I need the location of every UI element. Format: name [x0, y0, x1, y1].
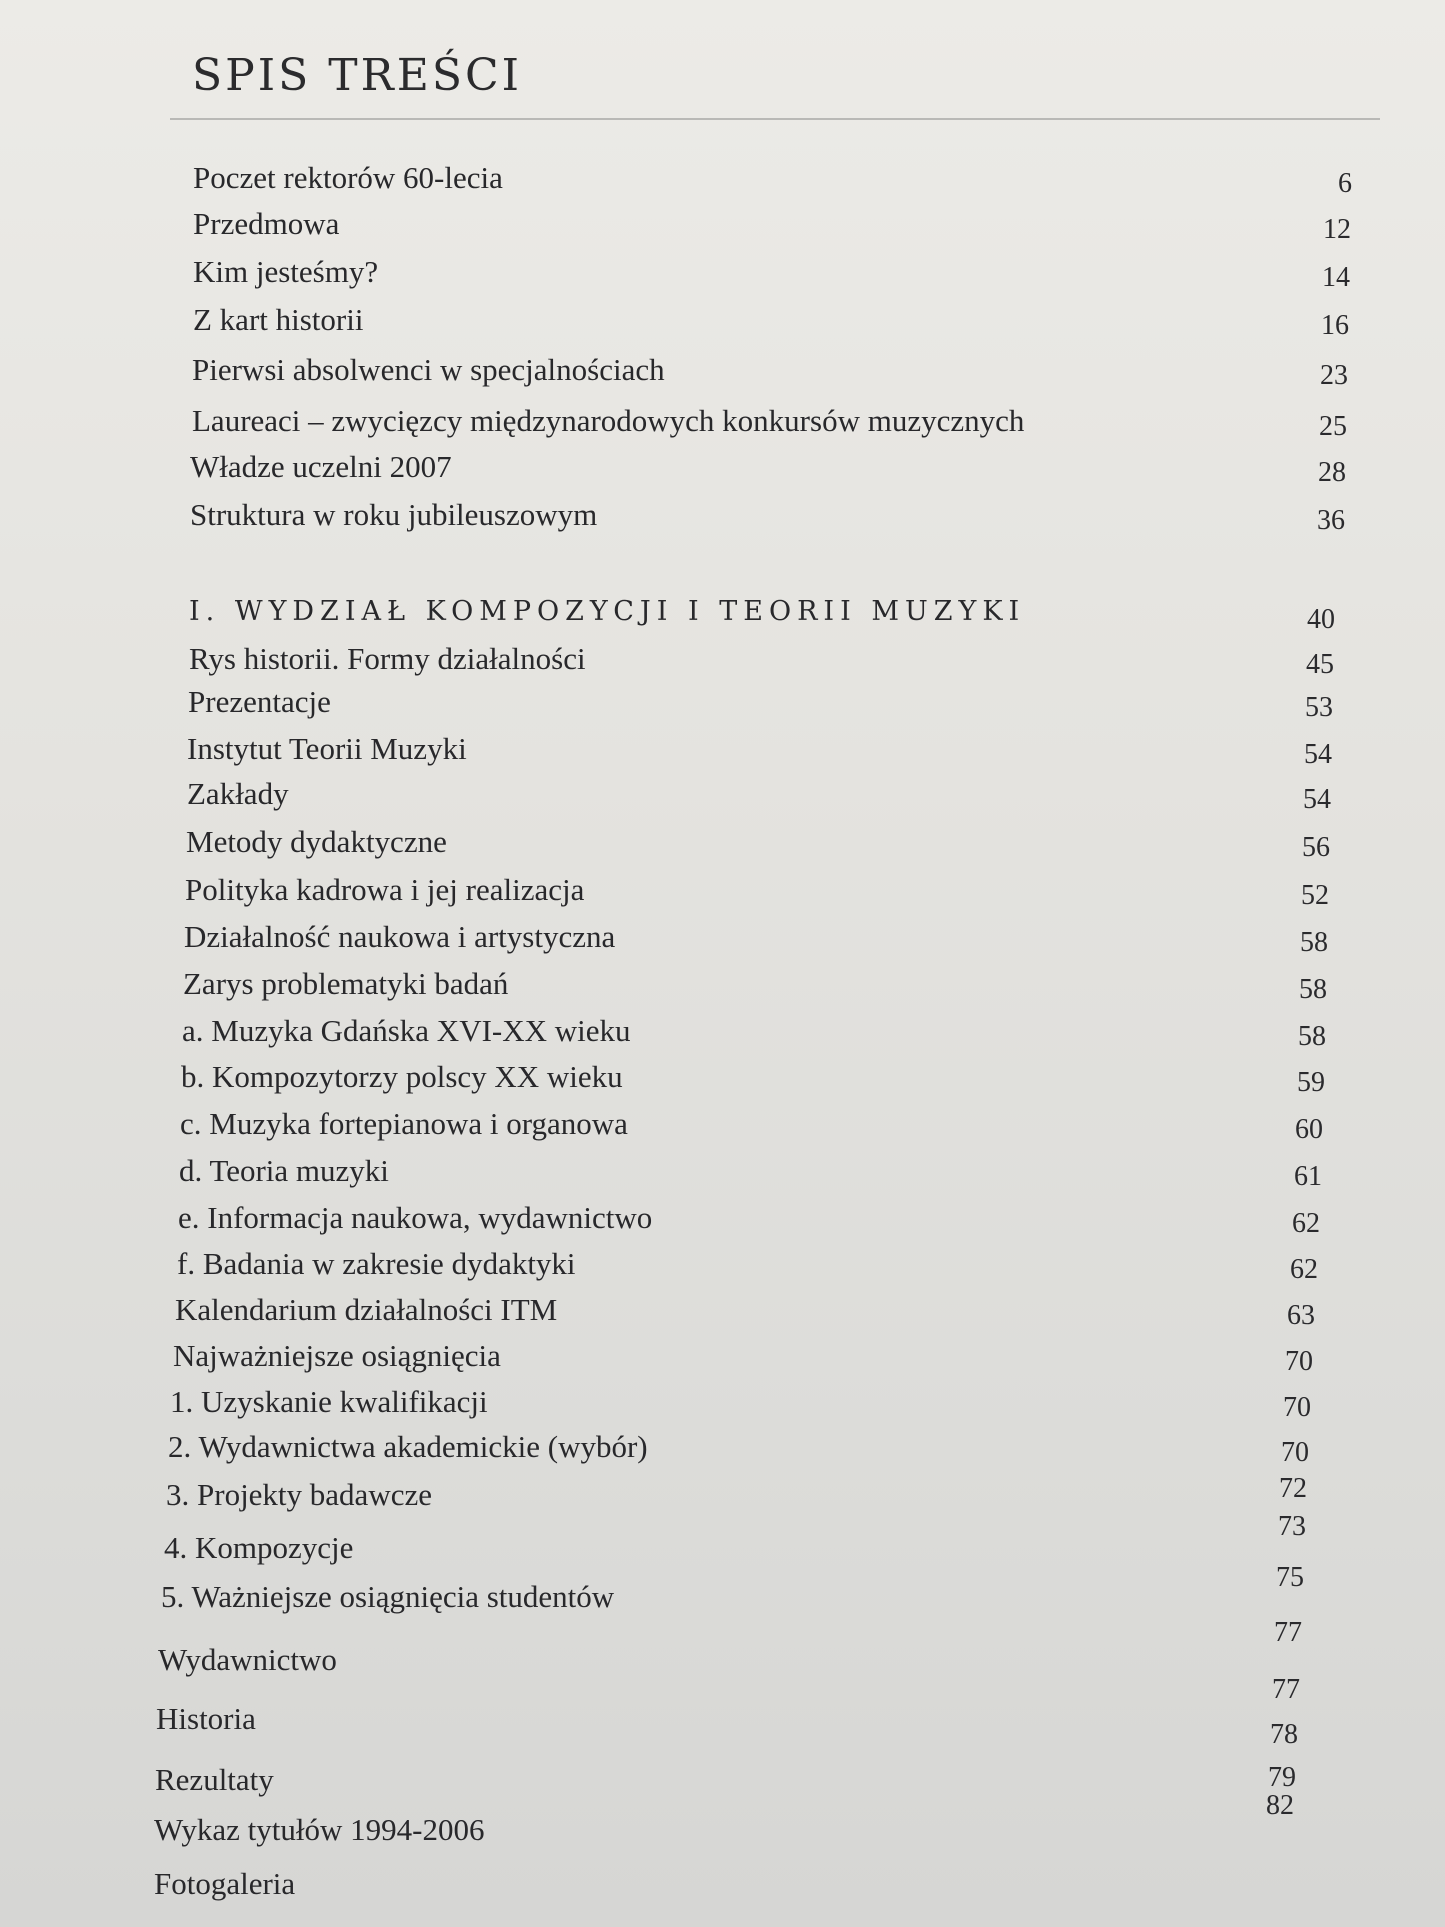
toc-entry [0, 254, 1445, 294]
toc-entry [0, 776, 1445, 816]
toc-entry-page: 58 [1300, 927, 1328, 958]
toc-entry-label: Kalendarium działalności ITM [175, 1292, 558, 1327]
toc-entry-label: a. Muzyka Gdańska XVI-XX wieku [182, 1013, 631, 1048]
toc-entry [0, 731, 1445, 771]
toc-entry-label: 2. Wydawnictwa akademickie (wybór) [168, 1429, 648, 1464]
toc-entry [0, 684, 1445, 724]
toc-entry-label: Rezultaty [155, 1762, 274, 1797]
toc-entry-label: Wydawnictwo [158, 1642, 337, 1677]
section-heading-label: I. WYDZIAŁ KOMPOZYCJI I TEORII MUZYKI [189, 596, 1026, 627]
toc-entry [0, 302, 1445, 342]
toc-entry-page: 28 [1318, 457, 1346, 488]
toc-entry-label: c. Muzyka fortepianowa i organowa [180, 1106, 628, 1141]
toc-entry-page: 12 [1323, 214, 1351, 245]
toc-entry [0, 1059, 1445, 1099]
toc-entry-page: 63 [1287, 1300, 1315, 1331]
toc-entry [0, 824, 1445, 864]
toc-entry-label: Poczet rektorów 60-lecia [193, 160, 503, 195]
toc-entry-label: Polityka kadrowa i jej realizacja [185, 872, 585, 907]
toc-entry-label: Pierwsi absolwenci w specjalnościach [192, 352, 665, 387]
toc-entry-label: Z kart historii [193, 302, 364, 337]
toc-entry-page: 60 [1295, 1114, 1323, 1145]
toc-entry [0, 1384, 1445, 1424]
toc-entry-page: 6 [1338, 168, 1352, 199]
toc-entry-page: 70 [1285, 1346, 1313, 1377]
toc-entry-page: 52 [1301, 880, 1329, 911]
toc-entry-label: Historia [156, 1701, 256, 1736]
toc-entry-page: 78 [1270, 1719, 1298, 1750]
toc-entry-label: Fotogaleria [154, 1866, 296, 1901]
toc-entry-label: 4. Kompozycje [164, 1530, 354, 1565]
toc-entry [0, 1292, 1445, 1332]
toc-entry-page: 36 [1317, 505, 1345, 536]
toc-entry-label: b. Kompozytorzy polscy XX wieku [181, 1059, 623, 1094]
toc-entry [0, 1200, 1445, 1240]
toc-entry-label: Najważniejsze osiągnięcia [173, 1338, 501, 1373]
toc-entry-page: 14 [1322, 262, 1350, 293]
toc-entry-label: Działalność naukowa i artystyczna [184, 919, 616, 954]
section-heading [0, 596, 1445, 636]
toc-entry-label: Prezentacje [188, 684, 331, 719]
toc-entry-label: Struktura w roku jubileuszowym [190, 497, 598, 532]
toc-entry [0, 449, 1445, 489]
toc-entry-page: 70 [1281, 1437, 1309, 1468]
heading-divider [170, 118, 1380, 120]
toc-entry-page: 73 [1278, 1511, 1306, 1542]
toc-entry-page: 56 [1302, 832, 1330, 863]
toc-entry-page: 77 [1274, 1617, 1302, 1648]
toc-entry-label: 3. Projekty badawcze [166, 1477, 432, 1512]
toc-entry-page: 75 [1276, 1562, 1304, 1593]
toc-entry-label: 1. Uzyskanie kwalifikacji [170, 1384, 488, 1419]
toc-entry-page: 62 [1292, 1208, 1320, 1239]
toc-entry [0, 1429, 1445, 1469]
toc-entry [0, 966, 1445, 1006]
toc-entry-label: Wykaz tytułów 1994-2006 [154, 1812, 485, 1847]
toc-entry [0, 206, 1445, 246]
toc-entry [0, 1246, 1445, 1286]
toc-entry [0, 1106, 1445, 1146]
toc-entry-label: Zarys problematyki badań [183, 966, 509, 1001]
toc-entry [0, 403, 1445, 443]
toc-entry-label: Rys historii. Formy działalności [189, 641, 586, 676]
toc-entry [0, 641, 1445, 681]
toc-entry-page: 59 [1297, 1067, 1325, 1098]
toc-entry [0, 1338, 1445, 1378]
toc-entry-label: Zakłady [187, 776, 289, 811]
toc-entry-page: 82 [1266, 1790, 1294, 1821]
toc-entry-page: 54 [1304, 739, 1332, 770]
toc-entry-page: 45 [1306, 649, 1334, 680]
toc-entry-page: 61 [1294, 1161, 1322, 1192]
toc-entry [0, 1153, 1445, 1193]
toc-entry-label: Instytut Teorii Muzyki [187, 731, 467, 766]
toc-entry-label: e. Informacja naukowa, wydawnictwo [178, 1200, 653, 1235]
toc-entry-page: 53 [1305, 692, 1333, 723]
toc-entry [0, 1562, 1445, 1619]
toc-entry-page: 79 [1268, 1762, 1296, 1793]
toc-entry-label: 5. Ważniejsze osiągnięcia studentów [161, 1579, 615, 1614]
toc-entry [0, 160, 1445, 200]
toc-entry-page: 70 [1283, 1392, 1311, 1423]
toc-entry [0, 497, 1445, 537]
toc-entry-page: 58 [1298, 1021, 1326, 1052]
toc-entry-page: 58 [1299, 974, 1327, 1005]
toc-entry [0, 1013, 1445, 1053]
toc-entry-label: Kim jesteśmy? [193, 254, 379, 289]
toc-entry-page: 77 [1272, 1674, 1300, 1705]
toc-entry-page: 25 [1319, 411, 1347, 442]
toc-entry-label: d. Teoria muzyki [179, 1153, 389, 1188]
toc-entry-label: f. Badania w zakresie dydaktyki [177, 1246, 576, 1281]
toc-entry [0, 352, 1445, 392]
toc-entry-page: 62 [1290, 1254, 1318, 1285]
toc-entry-page: 16 [1321, 310, 1349, 341]
toc-entry-label: Metody dydaktyczne [186, 824, 447, 859]
toc-entry-label: Przedmowa [193, 206, 340, 241]
toc-entry-page: 72 [1279, 1473, 1307, 1504]
toc-entry [0, 872, 1445, 912]
toc-entry-label: Laureaci – zwycięzcy międzynarodowych konkursów muzycznych [192, 403, 1025, 438]
page-title: SPIS TREŚCI [192, 50, 523, 101]
toc-entry [0, 919, 1445, 959]
toc-entry-page: 54 [1303, 784, 1331, 815]
toc-entry-page: 40 [1307, 604, 1335, 635]
toc-entry-page: 23 [1320, 360, 1348, 391]
toc-entry-label: Władze uczelni 2007 [190, 449, 452, 484]
